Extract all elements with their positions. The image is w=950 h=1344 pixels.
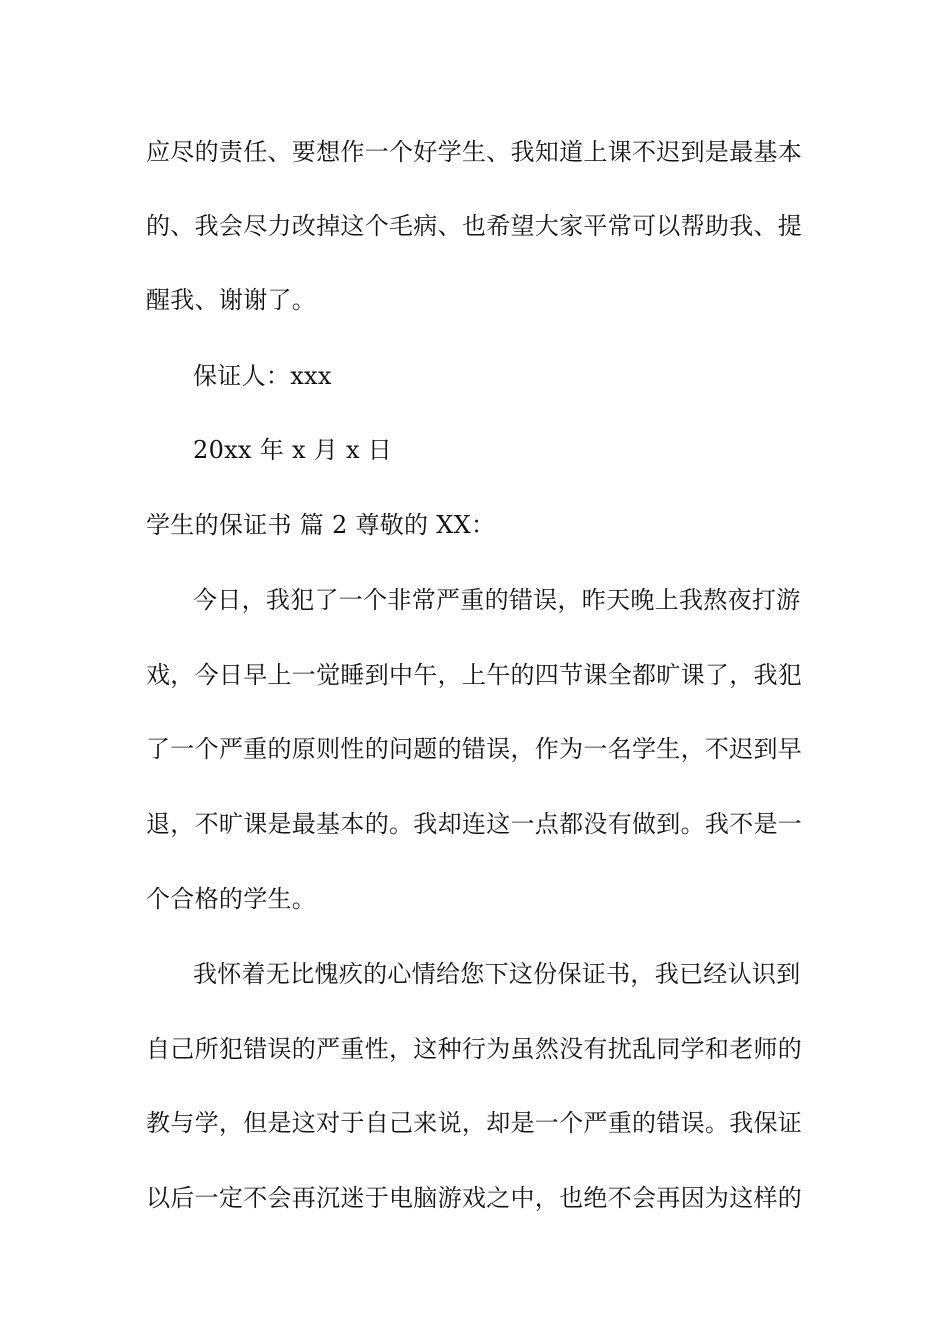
text-line: 退，不旷课是最基本的。我却连这一点都没有做到。我不是一: [146, 810, 803, 838]
text-line: 戏，今日早上一觉睡到中午，上午的四节课全都旷课了，我犯: [146, 661, 803, 689]
text-line: 了一个严重的原则性的问题的错误，作为一名学生，不迟到早: [146, 735, 803, 763]
section-heading: 学生的保证书 篇 2 尊敬的 XX：: [146, 511, 496, 539]
text-line: 醒我、谢谢了。: [146, 286, 317, 314]
date-line: 20xx 年 x 月 x 日: [193, 436, 393, 464]
guarantor-line: 保证人：xxx: [193, 362, 332, 390]
text-line: 自己所犯错误的严重性，这种行为虽然没有扰乱同学和老师的: [146, 1035, 803, 1063]
text-line: 今日，我犯了一个非常严重的错误，昨天晚上我熬夜打游: [193, 586, 801, 614]
text-line: 我怀着无比愧疚的心情给您下这份保证书，我已经认识到: [193, 960, 801, 988]
text-line: 的、我会尽力改掉这个毛病、也希望大家平常可以帮助我、提: [146, 212, 803, 240]
text-line: 个合格的学生。: [146, 885, 317, 913]
text-line: 教与学，但是这对于自己来说，却是一个严重的错误。我保证: [146, 1109, 803, 1137]
text-line: 以后一定不会再沉迷于电脑游戏之中，也绝不会再因为这样的: [146, 1184, 803, 1212]
text-line: 应尽的责任、要想作一个好学生、我知道上课不迟到是最基本: [146, 138, 803, 166]
